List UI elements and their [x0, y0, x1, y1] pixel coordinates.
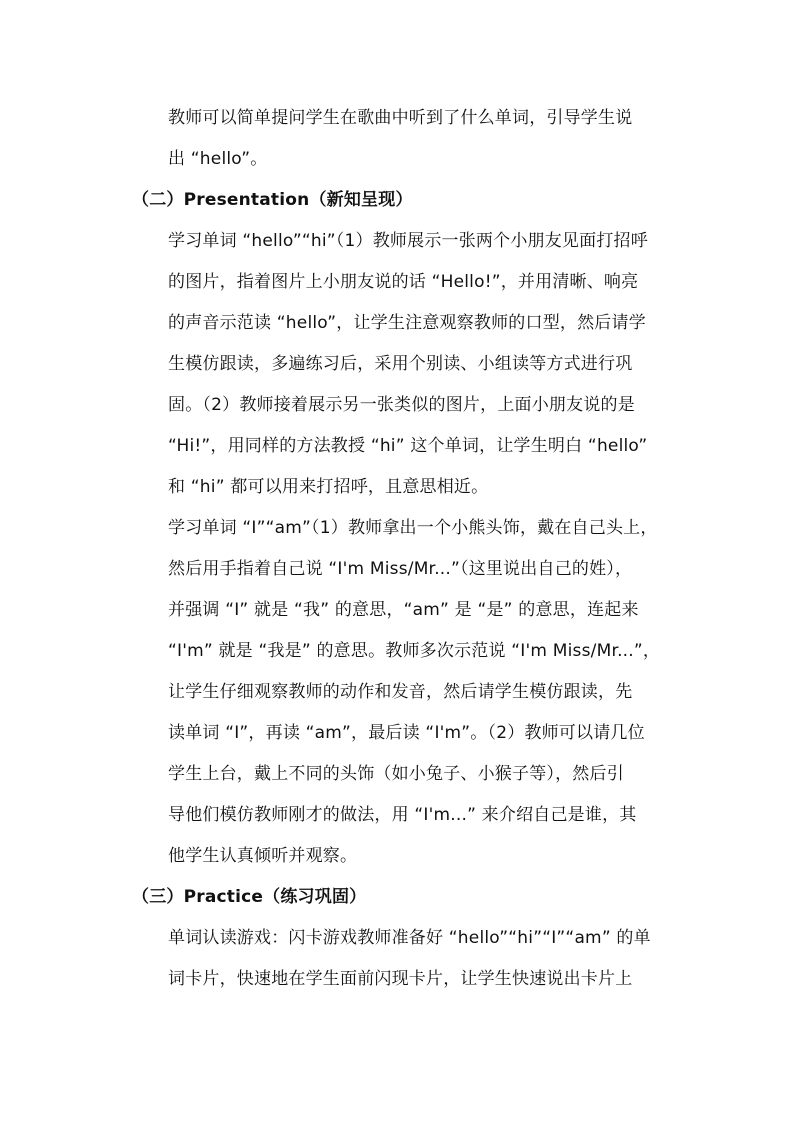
text-line: 读单词 “I”，再读 “am”，最后读 “I'm”。（2）教师可以请几位	[168, 723, 645, 743]
text-line: 让学生仔细观察教师的动作和发音，然后请学生模仿跟读，先	[168, 682, 633, 702]
text-line: 的声音示范读 “hello”，让学生注意观察教师的口型，然后请学	[168, 313, 646, 333]
text-line: 学生上台，戴上不同的头饰（如小兔子、小猴子等），然后引	[168, 764, 624, 784]
text-line: 生模仿跟读，多遍练习后，采用个别读、小组读等方式进行巩	[168, 354, 633, 374]
text-line: 并强调 “I” 就是 “我” 的意思，“am” 是 “是” 的意思，连起来	[168, 600, 639, 620]
section-heading-practice	[132, 877, 677, 918]
paragraph-intro	[132, 98, 677, 180]
heading-text: （三）Practice（练习巩固）	[132, 887, 367, 907]
text-line: “Hi!”，用同样的方法教授 “hi” 这个单词，让学生明白 “hello”	[168, 436, 648, 456]
section-heading-presentation	[132, 180, 677, 221]
text-line: 出 “hello”。	[168, 149, 268, 169]
text-line: 学习单词 “I”“am”（1）教师拿出一个小熊头饰，戴在自己头上，	[168, 518, 658, 538]
document-body	[132, 98, 677, 1000]
text-line: 然后用手指着自己说 “I'm Miss/Mr...”（这里说出自己的姓），	[168, 559, 633, 579]
text-line: 词卡片，快速地在学生面前闪现卡片，让学生快速说出卡片上	[168, 969, 633, 989]
text-line: 和 “hi” 都可以用来打招呼，且意思相近。	[168, 477, 489, 497]
text-line: 他学生认真倾听并观察。	[168, 846, 358, 866]
text-line: 的图片，指着图片上小朋友说的话 “Hello!”，并用清晰、响亮	[168, 272, 639, 292]
text-line: 导他们模仿教师刚才的做法，用 “I'm...” 来介绍自己是谁，其	[168, 805, 637, 825]
heading-text: （二）Presentation（新知呈现）	[132, 190, 413, 210]
text-line: 教师可以简单提问学生在歌曲中听到了什么单词，引导学生说	[168, 108, 633, 128]
text-line: 学习单词 “hello”“hi”（1）教师展示一张两个小朋友见面打招呼	[168, 231, 648, 251]
paragraph-flashcard-game	[132, 918, 677, 1000]
text-line: 单词认读游戏：闪卡游戏教师准备好 “hello”“hi”“I”“am” 的单	[168, 928, 651, 948]
text-line: 固。（2）教师接着展示另一张类似的图片，上面小朋友说的是	[168, 395, 635, 415]
paragraph-hello-hi	[132, 221, 677, 508]
text-line: “I'm” 就是 “我是” 的意思。教师多次示范说 “I'm Miss/Mr...”，	[168, 641, 661, 661]
paragraph-i-am	[132, 508, 677, 877]
